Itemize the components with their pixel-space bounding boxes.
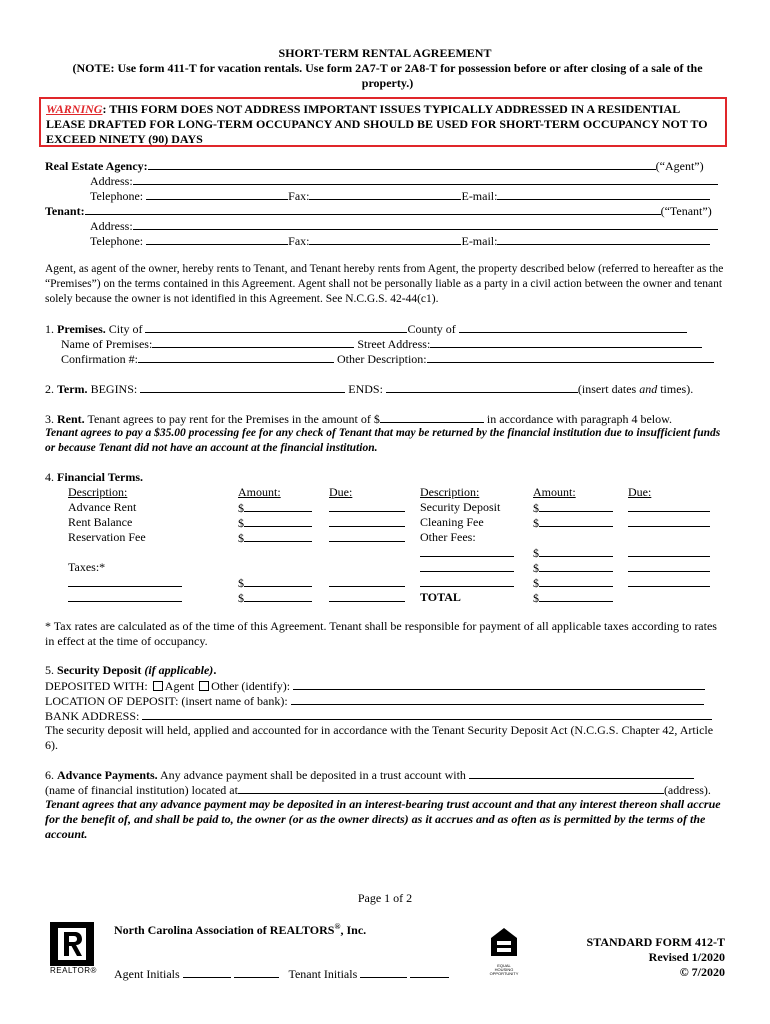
security-deposit-label: Security Deposit [420,500,501,514]
rent-amount-field[interactable] [380,411,484,423]
deposited-with-label: DEPOSITED WITH: [45,679,148,693]
tax-note: * Tax rates are calculated as of the time of this Agreement. Tenant shall be responsible for payment of all applicable taxes according to rates in effect at the time of occupancy. [45,619,717,648]
street-address-field[interactable] [430,336,702,348]
term-line [45,381,693,397]
other-description-label: Other Description: [337,352,427,366]
dollar-sign: $ [533,501,539,515]
financial-right-descriptions [420,485,514,605]
bank-address-line [45,708,712,724]
location-line [45,693,704,709]
equal-housing-text: EQUAL HOUSING OPPORTUNITY [489,963,519,976]
other-fee-amount-3[interactable] [539,575,613,587]
equal-housing-icon [489,926,519,960]
advance-text-pre: Any advance payment shall be deposited in a trust account with [160,768,466,782]
other-fee-due-3[interactable] [628,575,710,587]
realtor-logo [50,922,94,966]
tenant-line [45,203,726,219]
form-name: STANDARD FORM 412-T [586,935,725,949]
dollar-sign: $ [238,501,244,515]
agency-address-label: Address: [90,174,133,188]
association-inc: , Inc. [340,923,367,937]
equal-housing-logo [489,926,519,976]
deposit-other-field[interactable] [293,678,705,690]
bank-name-field[interactable] [291,693,704,705]
begins-label: BEGINS: [90,382,138,396]
dollar-sign: $ [238,576,244,590]
agency-label: Real Estate Agency: [45,159,148,173]
financial-left-descriptions [68,485,182,605]
tenant-telephone-label: Telephone: [90,234,144,248]
dollar-sign: $ [533,576,539,590]
warning-text: : THIS FORM DOES NOT ADDRESS IMPORTANT ISSUES TYPICALLY ADDRESSED IN A RESIDENTIAL LEASE DRAFTED FOR LONG-TERM OCCUPANCY AND SHOULD BE USED FOR SHORT-TERM OCCUPANCY NOT TO EXCEED NINETY (90) DAYS [46,102,708,146]
advance-heading: Advance Payments. [57,768,158,782]
premises-line-1 [45,321,687,337]
form-note: (NOTE: Use form 411-T for vacation rentals. Use form 2A7-T or 2A8-T for possession before or after closing of a sale of the property.) [72,61,703,90]
rent-text-post: in accordance with paragraph 4 below. [486,412,673,426]
agent-initials-field-2[interactable] [234,966,279,978]
security-deposit-amount[interactable] [539,500,613,512]
other-fee-due-2[interactable] [628,560,710,572]
premises-line-3 [61,351,714,367]
tenant-fax-field[interactable] [309,233,461,245]
tenant-address-label: Address: [90,219,133,233]
rent-text-pre: Tenant agrees to pay rent for the Premises in the amount of $ [87,412,380,426]
security-heading: Security Deposit [57,663,142,677]
confirmation-field[interactable] [138,351,334,363]
agent-suffix: (“Agent”) [655,159,704,173]
tenant-field[interactable] [85,203,661,215]
agent-initials-label: Agent Initials [114,967,180,981]
financial-heading-line [45,470,143,485]
form-info [587,935,725,980]
rent-balance-due[interactable] [329,515,405,527]
financial-right-due [628,485,710,590]
agency-telephone-field[interactable] [146,188,288,200]
rent-balance-amount[interactable] [244,515,312,527]
premises-name-label: Name of Premises: [61,337,153,351]
tenant-initials-label: Tenant Initials [288,967,358,981]
term-num: 2. [45,382,54,396]
realtor-r-icon [58,928,86,960]
tenant-address-line [90,218,718,234]
left-description-header: Description: [68,485,128,499]
county-label: County of [407,322,456,336]
tax-due-2[interactable] [329,590,405,602]
other-checkbox[interactable] [199,681,209,691]
begins-field[interactable] [140,381,345,393]
confirmation-label: Confirmation #: [61,352,138,366]
institution-location-field[interactable] [238,782,664,794]
deposited-with-line [45,678,705,694]
form-copyright: © 7/2020 [679,965,725,979]
tax-amount-1[interactable] [244,575,312,587]
agency-contact-line [90,188,710,204]
bank-address-label: BANK ADDRESS: [45,709,140,723]
tenant-initials-field-2[interactable] [410,966,449,978]
trust-account-field[interactable] [469,767,694,779]
ends-label: ENDS: [348,382,383,396]
rent-line [45,411,672,427]
financial-right-amounts [533,485,613,605]
street-address-label: Street Address: [357,337,431,351]
tenant-email-label: E-mail: [461,234,498,248]
dollar-sign: $ [238,591,244,605]
other-fee-description-2[interactable] [420,560,514,572]
dollar-sign: $ [533,561,539,575]
tenant-label: Tenant: [45,204,85,218]
tenant-address-field[interactable] [133,218,718,230]
agency-line [45,158,726,174]
right-amount-header: Amount: [533,485,576,499]
form-revised: Revised 1/2020 [648,950,725,964]
realtor-logo-text: REALTOR® [50,966,97,975]
tenant-fax-label: Fax: [288,234,310,248]
location-label: LOCATION OF DEPOSIT: (insert name of bank): [45,694,288,708]
term-hint-post: times). [660,382,694,396]
address-suffix: (address). [663,783,711,797]
dollar-sign: $ [533,516,539,530]
agency-field[interactable] [148,158,656,170]
financial-num: 4. [45,470,54,484]
agent-option-label: Agent [164,679,195,693]
tax-due-1[interactable] [329,575,405,587]
other-fee-amount-1[interactable] [539,545,613,557]
tenant-telephone-field[interactable] [146,233,288,245]
warning-label: WARNING [46,102,103,116]
rent-balance-label: Rent Balance [68,515,133,529]
county-field[interactable] [459,321,687,333]
dollar-sign: $ [238,516,244,530]
left-amount-header: Amount: [238,485,281,499]
premises-name-field[interactable] [152,336,354,348]
security-deposit-text: The security deposit will held, applied and accounted for in accordance with the Tenant Security Deposit Act (N.C.G.S. Chapter 42, Article 6). [45,723,714,752]
agency-address-field[interactable] [133,173,718,185]
security-heading-line: 5. Security Deposit (if applicable). [45,663,217,677]
warning-box [39,97,727,147]
other-fee-description-3[interactable] [420,575,514,587]
agency-fax-field[interactable] [309,188,461,200]
association-text: North Carolina Association of REALTORS [114,923,335,937]
form-title: SHORT-TERM RENTAL AGREEMENT [278,46,492,60]
bank-address-field[interactable] [142,708,712,720]
interest-text: Tenant agrees that any advance payment may be deposited in an interest-bearing trust account and that any interest thereon shall accrue for the benefit of, and shall be paid to, the owner (or as the owner directs) as it accrues and as often as is permitted by the terms of the account. [45,797,721,841]
dollar-sign: $ [533,591,539,605]
cleaning-fee-due[interactable] [628,515,710,527]
city-label: City of [108,322,143,336]
premises-line-2 [61,336,702,352]
processing-fee-text: Tenant agrees to pay a $35.00 processing fee for any check of Tenant that may be returned by the financial institution due to insufficient funds or because Tenant did not have an account at the financial institution. [45,427,721,454]
dollar-sign: $ [238,531,244,545]
dollar-sign: $ [533,546,539,560]
tax-description-field-1[interactable] [68,575,182,587]
other-option-label: Other (identify): [211,679,291,693]
advance-line-2 [45,782,711,798]
left-due-header: Due: [329,485,353,499]
cleaning-fee-amount[interactable] [539,515,613,527]
advance-rent-due[interactable] [329,500,405,512]
advance-line-1 [45,767,694,783]
advance-num: 6. [45,768,54,782]
page-number: Page 1 of 2 [357,891,413,905]
total-label: TOTAL [420,590,461,604]
tenant-suffix: (“Tenant”) [660,204,712,218]
other-fee-due-1[interactable] [628,545,710,557]
premises-num: 1. [45,322,54,336]
advance-location-label: (name of financial institution) located at [45,783,238,797]
reservation-fee-due[interactable] [329,530,405,542]
other-fee-description-1[interactable] [420,545,514,557]
agency-address-line [90,173,718,189]
right-description-header: Description: [420,485,480,499]
reservation-fee-label: Reservation Fee [68,530,146,544]
term-hint-pre: (insert dates [577,382,637,396]
city-field[interactable] [145,321,407,333]
ends-field[interactable] [386,381,578,393]
association-name [114,922,366,938]
security-deposit-due[interactable] [628,500,710,512]
advance-rent-amount[interactable] [244,500,312,512]
tax-description-field-2[interactable] [68,590,182,602]
agent-initials-field-1[interactable] [183,966,231,978]
reservation-fee-amount[interactable] [244,530,312,542]
agency-fax-label: Fax: [288,189,310,203]
intro-paragraph: Agent, as agent of the owner, hereby rents to Tenant, and Tenant hereby rents from Agent, the property described below (referred to hereafter as the “Premises”) on the terms contained in this Agreement. Agent shall not be personally liable as a party in a civil action between the owner and tenant solely because the owner is not identified in this Agreement. See N.C.G.S. 42-44(c1). [45,263,724,305]
total-amount[interactable] [539,590,613,602]
tenant-initials-field-1[interactable] [360,966,407,978]
agency-telephone-label: Telephone: [90,189,144,203]
term-heading: Term. [57,382,88,396]
agency-email-field[interactable] [497,188,710,200]
right-due-header: Due: [628,485,652,499]
financial-left-due [329,485,405,605]
other-fee-amount-2[interactable] [539,560,613,572]
rent-num: 3. [45,412,54,426]
agent-checkbox[interactable] [153,681,163,691]
term-hint-and: and [639,382,658,396]
financial-left-amounts [238,485,312,605]
tax-amount-2[interactable] [244,590,312,602]
cleaning-fee-label: Cleaning Fee [420,515,484,529]
security-applicable: (if applicable) [144,663,214,677]
tenant-email-field[interactable] [497,233,710,245]
rent-heading: Rent. [57,412,85,426]
registered-mark: ® [334,922,341,931]
security-num: 5. [45,663,54,677]
tenant-contact-line [90,233,710,249]
other-description-field[interactable] [427,351,714,363]
advance-rent-label: Advance Rent [68,500,137,514]
financial-heading: Financial Terms. [57,470,144,484]
initials-line [114,966,449,982]
premises-heading: Premises. [57,322,106,336]
other-fees-label: Other Fees: [420,530,476,544]
agency-email-label: E-mail: [461,189,498,203]
taxes-label: Taxes:* [68,560,106,574]
